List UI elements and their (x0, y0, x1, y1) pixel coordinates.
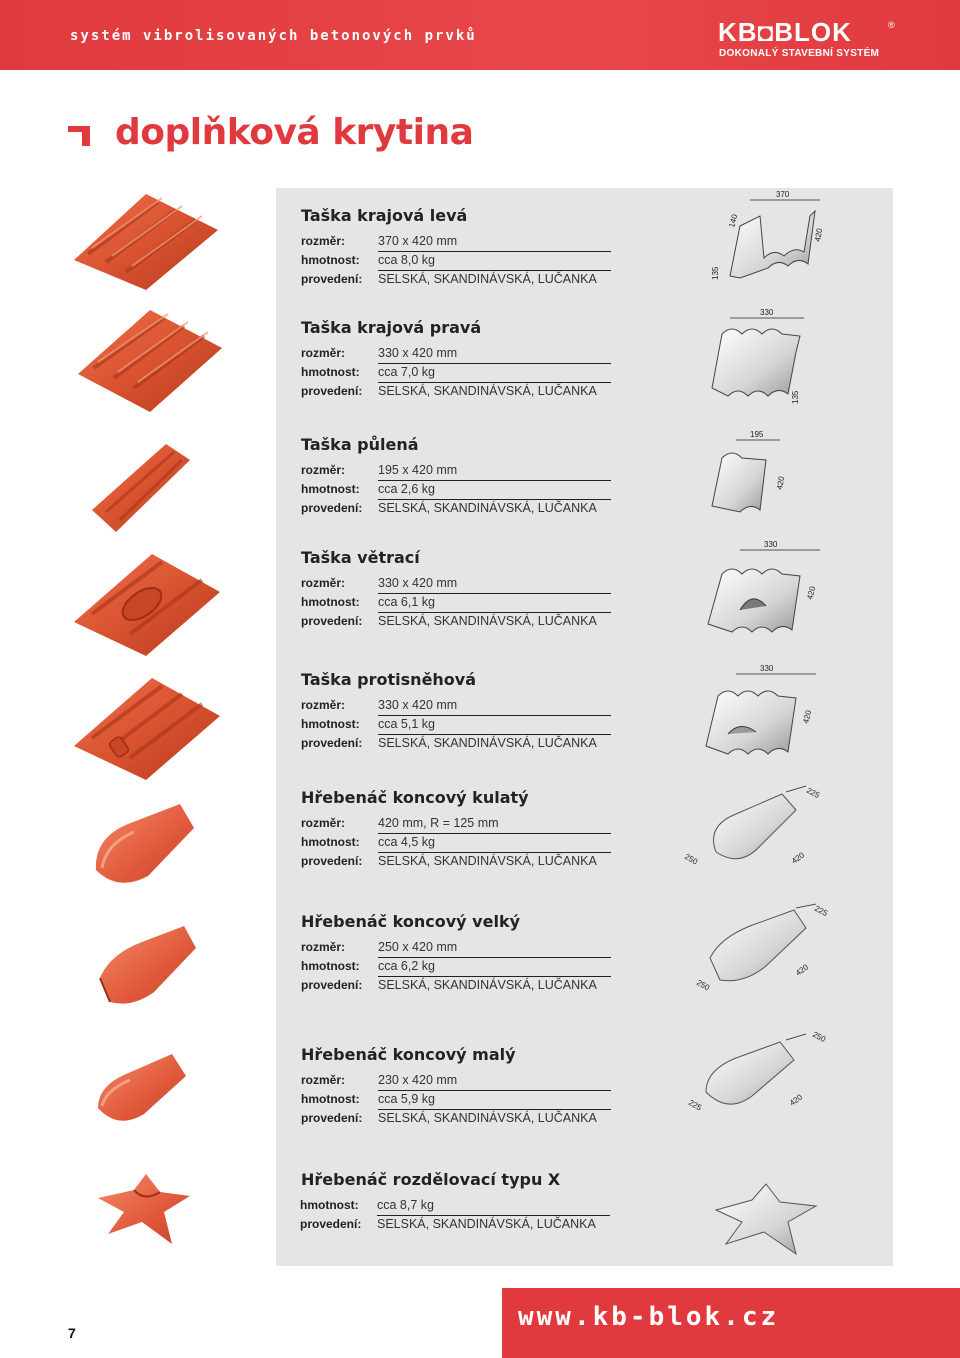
dim-label: 420 (793, 962, 811, 978)
tile-photo-icon (86, 440, 196, 535)
weight-value: cca 8,0 kg (378, 253, 435, 267)
spec-weight-row (301, 251, 611, 271)
dim-label: 225 (805, 785, 822, 801)
dim-label: 140 (727, 213, 740, 229)
technical-drawing-icon (706, 428, 796, 518)
size-label: rozměr: (301, 1073, 346, 1087)
size-value: 230 x 420 mm (378, 1073, 458, 1087)
dim-label: 420 (789, 850, 807, 866)
spec-size-row (301, 814, 611, 834)
spec-variant-row (301, 382, 611, 402)
spec-variant-row (301, 734, 611, 754)
spec-variant-row (301, 612, 611, 632)
spec-weight-row (301, 480, 611, 500)
spec-weight-row (301, 593, 611, 613)
header-tagline: systém vibrolisovaných betonových prvků (70, 28, 477, 44)
dim-label: 135 (711, 266, 720, 280)
variant-value: SELSKÁ, SKANDINÁVSKÁ, LUČANKA (378, 272, 597, 286)
weight-value: cca 8,7 kg (377, 1198, 434, 1212)
size-label: rozměr: (301, 698, 346, 712)
spec-size-row (301, 1071, 611, 1091)
logo-brand: KB◘BLOK (718, 17, 852, 47)
variant-label: provedení: (301, 272, 363, 286)
logo-subtitle: DOKONALÝ STAVEBNÍ SYSTÉM (719, 48, 880, 59)
weight-label: hmotnost: (301, 717, 360, 731)
size-label: rozměr: (301, 346, 346, 360)
spec-variant-row (301, 976, 611, 996)
spec-size-row (301, 574, 611, 594)
dim-label: 195 (750, 430, 764, 439)
spec-variant-row (301, 499, 611, 519)
dim-label: 420 (787, 1092, 805, 1108)
website-link[interactable]: www.kb-blok.cz (518, 1302, 780, 1332)
spec-variant-row (301, 1109, 611, 1129)
weight-value: cca 6,1 kg (378, 595, 435, 609)
dim-label: 250 (811, 1029, 828, 1045)
variant-label: provedení: (301, 978, 363, 992)
product-name: Taška půlená (301, 435, 419, 454)
weight-label: hmotnost: (301, 253, 360, 267)
page-title: doplňková krytina (115, 112, 474, 153)
ridge-x-photo-icon (94, 1172, 194, 1248)
product-name: Taška větrací (301, 548, 420, 567)
variant-value: SELSKÁ, SKANDINÁVSKÁ, LUČANKA (378, 614, 597, 628)
dim-label: 420 (805, 585, 818, 601)
variant-label: provedení: (301, 736, 363, 750)
weight-value: cca 7,0 kg (378, 365, 435, 379)
weight-label: hmotnost: (301, 365, 360, 379)
technical-drawing-icon (700, 538, 830, 638)
spec-weight-row (301, 715, 611, 735)
size-label: rozměr: (301, 940, 346, 954)
spec-size-row (301, 344, 611, 364)
product-name: Hřebenáč rozdělovací typu X (301, 1170, 561, 1189)
technical-drawing-icon (712, 1180, 822, 1260)
spec-size-row (301, 232, 611, 252)
technical-drawing-icon (700, 186, 840, 286)
dim-label: 420 (801, 709, 814, 725)
product-name: Hřebenáč koncový velký (301, 912, 521, 931)
size-label: rozměr: (301, 234, 346, 248)
variant-label: provedení: (300, 1217, 362, 1231)
spec-variant-row (300, 1215, 610, 1235)
variant-value: SELSKÁ, SKANDINÁVSKÁ, LUČANKA (378, 1111, 597, 1125)
tile-photo-icon (66, 672, 226, 782)
ridge-photo-icon (88, 796, 200, 892)
dim-label: 330 (760, 664, 774, 673)
dim-label: 225 (687, 1097, 704, 1113)
logo-registered-mark: ® (888, 20, 895, 30)
footer-bar (502, 1288, 960, 1358)
ridge-photo-icon (92, 1048, 192, 1132)
variant-label: provedení: (301, 501, 363, 515)
spec-weight-row (301, 1090, 611, 1110)
size-value: 330 x 420 mm (378, 698, 458, 712)
weight-label: hmotnost: (301, 835, 360, 849)
weight-value: cca 2,6 kg (378, 482, 435, 496)
weight-label: hmotnost: (301, 1092, 360, 1106)
variant-value: SELSKÁ, SKANDINÁVSKÁ, LUČANKA (378, 736, 597, 750)
technical-drawing-icon (670, 780, 840, 880)
dim-label: 225 (813, 903, 830, 919)
tile-photo-icon (66, 190, 226, 290)
product-name: Hřebenáč koncový kulatý (301, 788, 529, 807)
dim-label: 370 (776, 190, 790, 199)
kb-blok-logo (718, 18, 898, 62)
dim-label: 330 (764, 540, 778, 549)
variant-label: provedení: (301, 1111, 363, 1125)
spec-size-row (301, 696, 611, 716)
spec-weight-row (300, 1196, 610, 1216)
dim-label: 135 (791, 390, 800, 404)
size-label: rozměr: (301, 463, 346, 477)
tile-photo-icon (70, 304, 230, 414)
dim-label: 250 (695, 977, 712, 993)
size-value: 330 x 420 mm (378, 346, 458, 360)
technical-drawing-icon (700, 306, 820, 410)
dim-label: 420 (775, 475, 787, 491)
spec-variant-row (301, 270, 611, 290)
dim-label: 330 (760, 308, 774, 317)
product-name: Hřebenáč koncový malý (301, 1045, 516, 1064)
weight-value: cca 5,1 kg (378, 717, 435, 731)
product-name: Taška krajová levá (301, 206, 468, 225)
technical-drawing-icon (700, 662, 830, 762)
spec-weight-row (301, 833, 611, 853)
technical-drawing-icon (676, 1022, 846, 1122)
product-name: Taška krajová pravá (301, 318, 482, 337)
variant-label: provedení: (301, 854, 363, 868)
title-corner-mark-icon (68, 126, 90, 146)
variant-value: SELSKÁ, SKANDINÁVSKÁ, LUČANKA (378, 501, 597, 515)
spec-weight-row (301, 363, 611, 383)
variant-value: SELSKÁ, SKANDINÁVSKÁ, LUČANKA (378, 978, 597, 992)
weight-label: hmotnost: (301, 959, 360, 973)
dim-label: 250 (683, 851, 700, 867)
variant-value: SELSKÁ, SKANDINÁVSKÁ, LUČANKA (378, 854, 597, 868)
weight-value: cca 5,9 kg (378, 1092, 435, 1106)
size-label: rozměr: (301, 576, 346, 590)
size-value: 330 x 420 mm (378, 576, 458, 590)
spec-size-row (301, 461, 611, 481)
dim-label: 420 (813, 227, 825, 243)
size-label: rozměr: (301, 816, 346, 830)
weight-label: hmotnost: (301, 482, 360, 496)
technical-drawing-icon (670, 900, 840, 1000)
variant-value: SELSKÁ, SKANDINÁVSKÁ, LUČANKA (378, 384, 597, 398)
size-value: 370 x 420 mm (378, 234, 458, 248)
size-value: 250 x 420 mm (378, 940, 458, 954)
size-value: 420 mm, R = 125 mm (378, 816, 499, 830)
variant-label: provedení: (301, 384, 363, 398)
product-name: Taška protisněhová (301, 670, 477, 689)
spec-size-row (301, 938, 611, 958)
weight-label: hmotnost: (300, 1198, 359, 1212)
spec-weight-row (301, 957, 611, 977)
weight-value: cca 6,2 kg (378, 959, 435, 973)
header-bar (0, 0, 960, 70)
ridge-photo-icon (96, 922, 200, 1012)
page-number: 7 (68, 1325, 76, 1341)
variant-label: provedení: (301, 614, 363, 628)
spec-variant-row (301, 852, 611, 872)
tile-photo-icon (66, 548, 226, 658)
variant-value: SELSKÁ, SKANDINÁVSKÁ, LUČANKA (377, 1217, 596, 1231)
size-value: 195 x 420 mm (378, 463, 458, 477)
weight-label: hmotnost: (301, 595, 360, 609)
weight-value: cca 4,5 kg (378, 835, 435, 849)
